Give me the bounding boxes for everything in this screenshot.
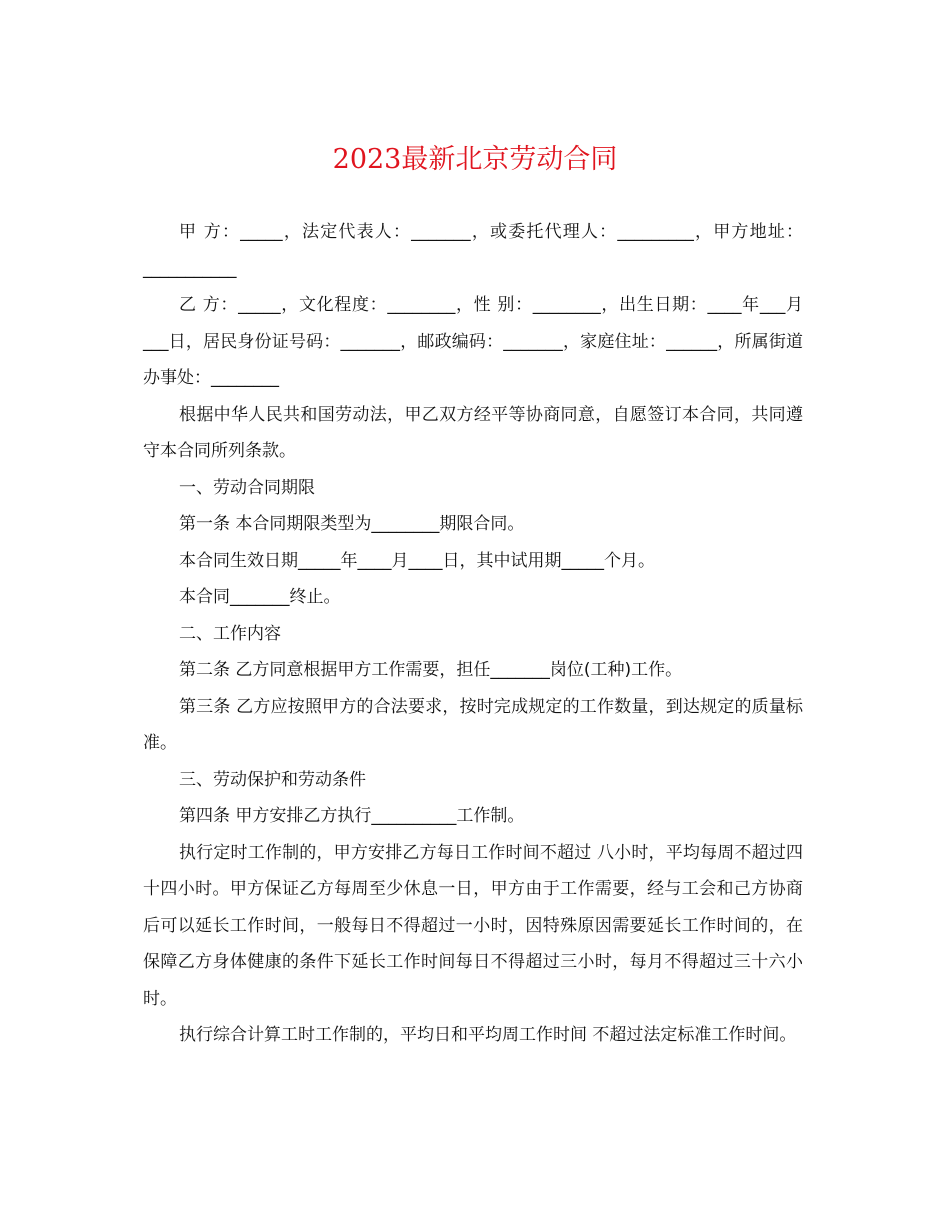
comprehensive-hours-paragraph: 执行综合计算工时工作制的，平均日和平均周工作时间 不超过法定标准工作时间。 bbox=[179, 1025, 797, 1045]
document-title: 2023最新北京劳动合同 bbox=[332, 144, 618, 175]
section-heading-work: 二、工作内容 bbox=[179, 623, 281, 644]
section-heading-protection: 三、劳动保护和劳动条件 bbox=[179, 769, 366, 790]
article-3: 第三条 乙方应按照甲方的合法要求，按时完成规定的工作数量，到达规定的质量标准。 bbox=[143, 696, 803, 753]
section-heading-term: 一、劳动合同期限 bbox=[179, 477, 315, 498]
fixed-hours-paragraph: 执行定时工作制的，甲方安排乙方每日工作时间不超过 八小时，平均每周不超过四十四小时。甲方保证乙方每周至少休息一日，甲方由于工作需要，经与工会和己方协商后可以延长工作时间，一般每日不得超过一小时，因特殊原因需要延长工作时间的，在保障乙方身体健康的条件下延长工作时间每日不得超过三小时，每月不得超过三十六小时。 bbox=[143, 842, 803, 1009]
party-a-paragraph: 甲 方：_____，法定代表人：_______，或委托代理人：_________，甲方地址：___________ bbox=[143, 222, 803, 279]
party-b-paragraph: 乙 方：_____，文化程度：________，性 别：________，出生日期：____年___月___日，居民身份证号码：_______，邮政编码：_______，家庭住址：______，所属街道办事处：________ bbox=[143, 295, 803, 388]
article-1: 第一条 本合同期限类型为________期限合同。 bbox=[179, 514, 525, 534]
effective-date-paragraph: 本合同生效日期_____年____月____日，其中试用期_____个月。 bbox=[179, 550, 655, 571]
article-2: 第二条 乙方同意根据甲方工作需要，担任_______岗位(工种)工作。 bbox=[179, 660, 683, 680]
document-body bbox=[143, 214, 803, 1054]
article-4: 第四条 甲方安排乙方执行__________工作制。 bbox=[179, 806, 525, 826]
preamble-paragraph: 根据中华人民共和国劳动法，甲乙双方经平等协商同意，自愿签订本合同，共同遵守本合同所列条款。 bbox=[143, 404, 803, 461]
termination-paragraph: 本合同_______终止。 bbox=[179, 587, 341, 607]
